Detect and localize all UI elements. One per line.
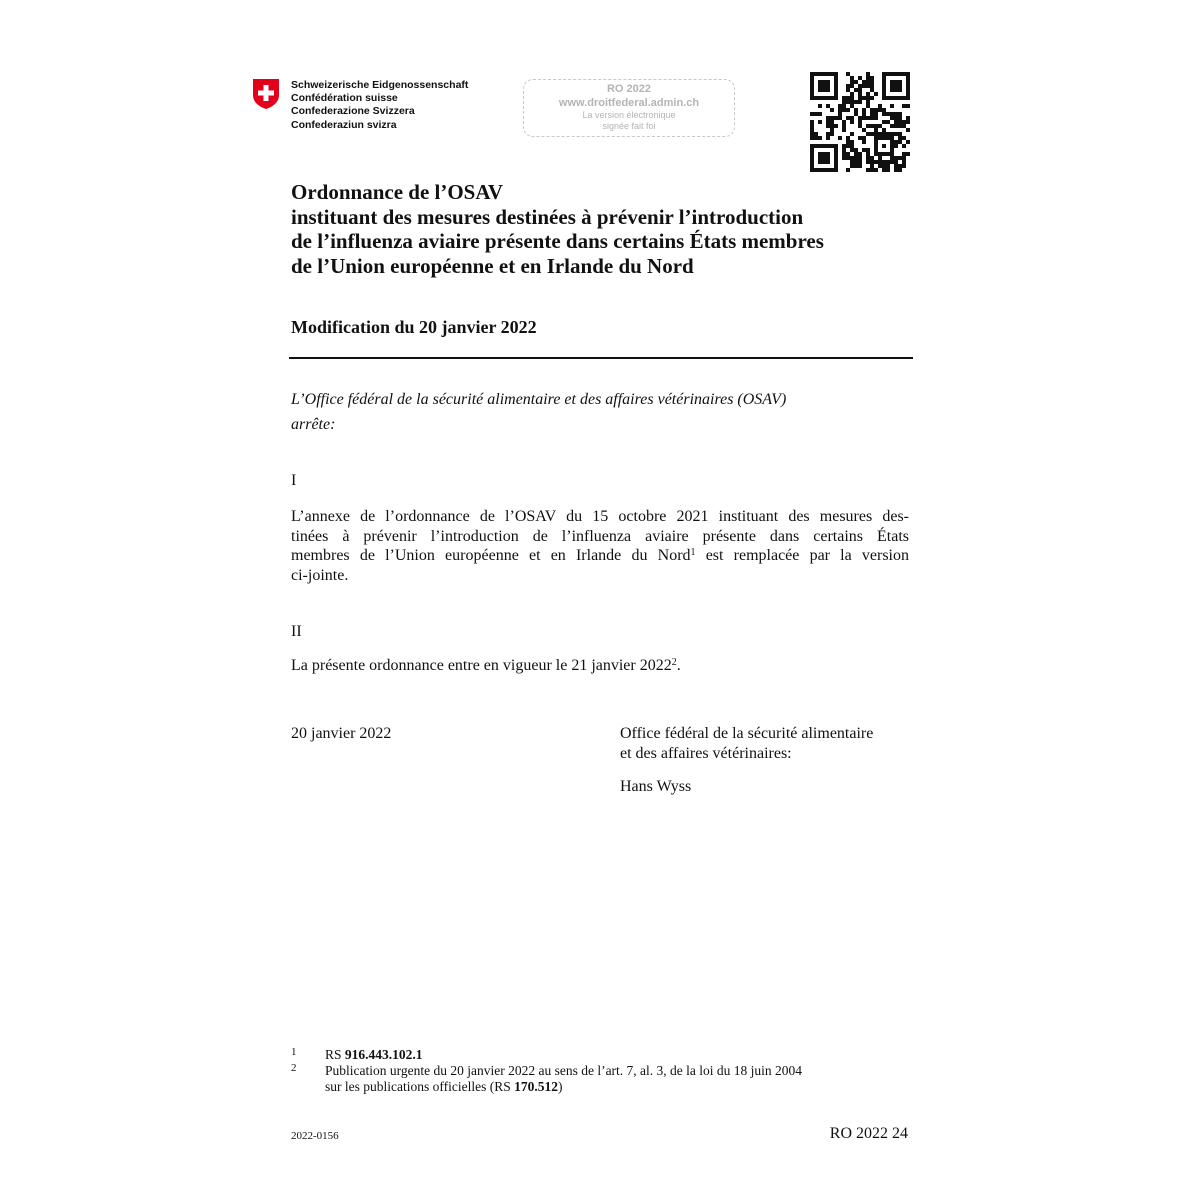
footnote-2-line-2-end: ) (557, 1079, 563, 1094)
confederation-name-it: Confederazione Svizzera (291, 105, 415, 118)
footnote-2-line-1: Publication urgente du 20 janvier 2022 au sens de l’art. 7, al. 3, de la loi du 18 juin 2004 (325, 1063, 803, 1078)
signer-name: Hans Wyss (620, 778, 692, 795)
footnote-1-rs-number: 916.443.102.1 (344, 1047, 423, 1062)
section-i-line-with-ref (291, 546, 909, 566)
signature-date: 20 janvier 2022 (291, 725, 392, 742)
preamble-line: L’Office fédéral de la sécurité alimentaire et des affaires vétérinaires (OSAV) (291, 391, 787, 408)
qr-code-icon (810, 72, 910, 172)
swiss-cross-emblem-icon (252, 78, 280, 110)
section-ii-end: . (676, 657, 681, 674)
section-i-line: ci-jointe. (291, 566, 349, 584)
document-number: 2022-0156 (291, 1130, 339, 1142)
footnote-2-line-2: sur les publications officielles (RS (325, 1079, 515, 1094)
title-line: de l’Union européenne et en Irlande du Nord (291, 253, 694, 278)
footnote-2-rs-number: 170.512 (514, 1079, 558, 1094)
section-number-i: I (291, 472, 297, 489)
section-i-line-3: membres de l’Union européenne et en Irlande du Nord (291, 547, 691, 564)
footnote-2 (291, 1063, 931, 1097)
section-i-text (291, 507, 909, 585)
section-i-line: L’annexe de l’ordonnance de l’OSAV du 15 octobre 2021 instituant des mesures des- (291, 508, 909, 525)
ro-reference: RO 2022 24 (829, 1125, 908, 1142)
footnote-ref-1[interactable]: 1 (690, 547, 696, 558)
preamble (291, 387, 786, 437)
stamp-line-3: La version électronique (582, 110, 676, 120)
title-divider (289, 357, 913, 359)
preamble-line: arrête: (291, 416, 336, 433)
signing-office (620, 724, 873, 764)
stamp-line-2: www.droitfederal.admin.ch (558, 97, 700, 109)
modification-date-heading: Modification du 20 janvier 2022 (291, 317, 537, 337)
stamp-line-4: signée fait foi (602, 121, 656, 131)
office-line: et des affaires vétérinaires: (620, 745, 792, 762)
footnote-1 (291, 1047, 931, 1063)
footnote-ref-2[interactable]: 2 (671, 657, 677, 668)
title-line: de l’influenza aviaire présente dans certains États membres (291, 229, 824, 253)
confederation-name-de: Schweizerische Eidgenossenschaft (291, 79, 469, 91)
office-line: Office fédéral de la sécurité alimentaire (620, 725, 874, 742)
title-line: Ordonnance de l’OSAV (291, 180, 503, 204)
footnote-number: 1 (291, 1046, 297, 1058)
section-ii-text (291, 656, 681, 676)
footnote-1-prefix: RS (325, 1047, 345, 1062)
confederation-names (291, 79, 468, 132)
confederation-name-rm: Confederaziun svizra (291, 118, 397, 131)
title-line: instituant des mesures destinées à prévenir l’introduction (291, 204, 804, 229)
section-ii-body: La présente ordonnance entre en vigueur le 21 janvier 2022 (291, 657, 672, 674)
footnote-number: 2 (291, 1062, 297, 1074)
section-number-ii: II (291, 623, 302, 640)
section-i-line: tinées à prévenir l’introduction de l’influenza aviaire présente dans certains États (291, 527, 909, 545)
electronic-version-stamp (523, 79, 735, 137)
confederation-name-fr: Confédération suisse (291, 92, 398, 105)
section-i-line-3-end: est remplacée par la version (695, 547, 910, 564)
document-title (291, 180, 931, 278)
stamp-line-1: RO 2022 (606, 83, 652, 95)
